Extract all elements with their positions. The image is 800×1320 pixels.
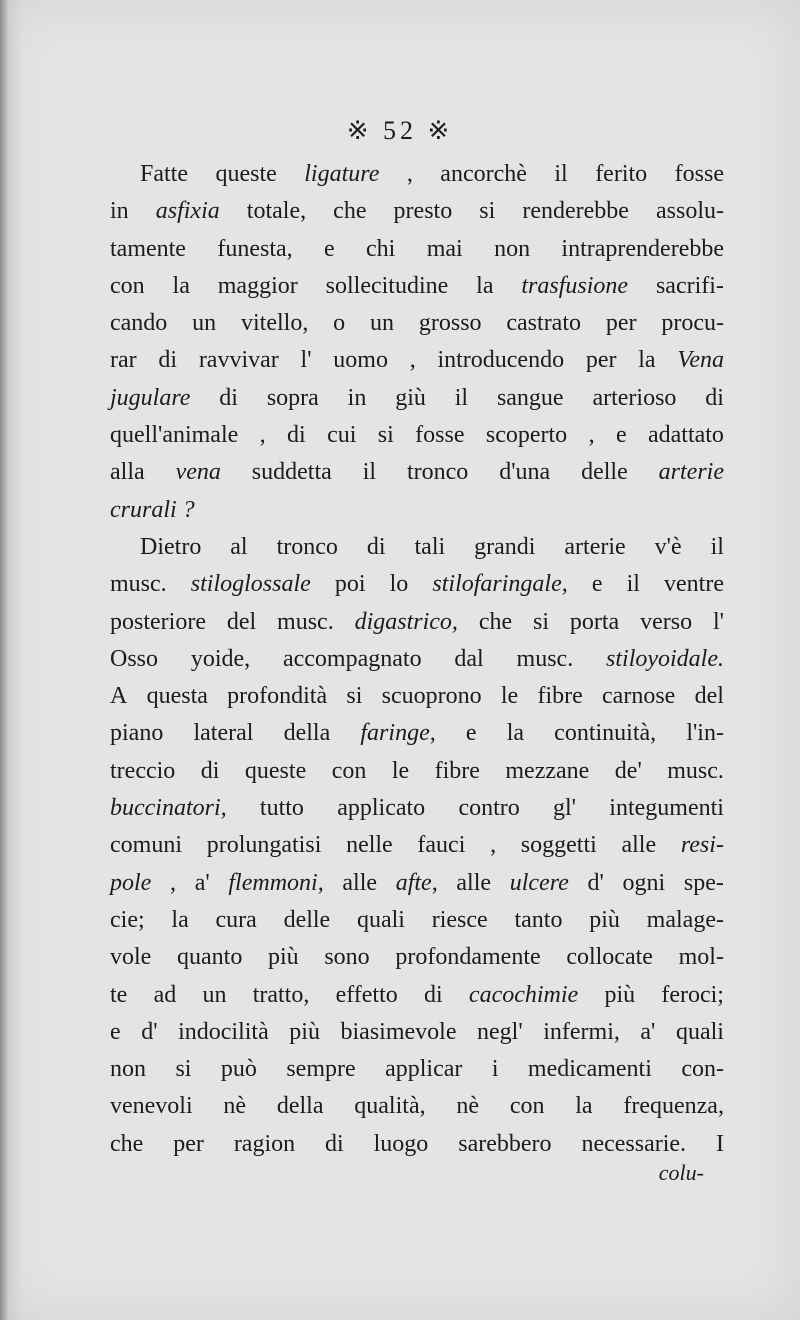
word: il [626, 571, 640, 598]
word: sangue [496, 384, 564, 411]
text-line [110, 305, 724, 342]
word: introducendo [437, 347, 565, 374]
word: al [230, 533, 248, 560]
word: ogni [622, 869, 666, 896]
word: lo [389, 571, 409, 598]
text-line [110, 790, 724, 827]
word: soggetti [520, 832, 597, 859]
word: si [377, 422, 394, 449]
text-line [110, 1088, 724, 1125]
italic-word [304, 156, 379, 193]
word: il [362, 459, 377, 486]
word: l' [712, 608, 724, 635]
word: contro [458, 795, 520, 822]
word: tamente [110, 235, 186, 262]
word: non [494, 235, 531, 262]
word: si [346, 683, 363, 710]
catchword: colu- [658, 1160, 704, 1185]
word: sempre [286, 1056, 356, 1083]
word: la [172, 272, 190, 299]
text-line [110, 641, 724, 678]
word: può [220, 1056, 257, 1083]
word: della [276, 1093, 324, 1120]
word: quali [675, 1018, 724, 1045]
word: più [604, 981, 636, 1008]
word: nè [456, 1093, 480, 1120]
word: d'una [499, 459, 551, 486]
italic-text: faringe, [360, 720, 436, 747]
italic-text: cacochimie [468, 981, 579, 1008]
italic-text: buccinatori, [110, 795, 227, 822]
word: di [705, 384, 724, 411]
word: tutto [259, 795, 304, 822]
word: d' [587, 869, 604, 896]
word: , [170, 869, 177, 896]
word: medicamenti [527, 1056, 652, 1083]
text-line [110, 604, 724, 641]
word: ventre [664, 571, 724, 598]
word: che [110, 1130, 144, 1157]
italic-word [521, 268, 628, 305]
italic-text: ligature [304, 161, 380, 187]
word: uomo [333, 347, 388, 374]
text-line [110, 827, 724, 864]
word: prolungatisi [206, 832, 322, 859]
word: nelle [346, 832, 393, 859]
word: fibre [434, 757, 480, 784]
word: ravvivar [198, 347, 279, 374]
word: sono [324, 944, 370, 971]
italic-text: flemmoni, [228, 869, 324, 896]
word: mai [426, 235, 463, 262]
text-line [110, 753, 724, 790]
word: quali [356, 906, 405, 933]
word: più [589, 906, 620, 933]
word: di [424, 981, 443, 1008]
word: procu- [661, 310, 724, 337]
word: rar [110, 347, 137, 374]
word: frequenza, [623, 1093, 724, 1120]
word: di [325, 1130, 344, 1157]
italic-text: crurali ? [110, 496, 195, 523]
word: quanto [177, 944, 243, 971]
word: gl' [553, 795, 577, 822]
word: il [554, 161, 568, 187]
word: accompagnato [282, 645, 422, 672]
word: fosse [674, 161, 724, 187]
word: ragion [233, 1130, 296, 1157]
text-line [110, 417, 724, 454]
word: alle [456, 869, 492, 896]
italic-text: stiloglossale [190, 571, 311, 598]
word: e [110, 1018, 121, 1045]
word: feroci; [661, 981, 724, 1008]
word: comuni [110, 832, 182, 859]
text-line [110, 902, 724, 939]
word: la [575, 1093, 593, 1120]
word: a' [194, 869, 210, 896]
word: qualità, [354, 1093, 426, 1120]
text-line [110, 231, 724, 268]
text-line [110, 342, 724, 379]
text-line [110, 380, 724, 417]
word: , [406, 161, 413, 187]
italic-text: trasfusione [521, 272, 629, 299]
word: tronco [406, 459, 469, 486]
word: della [283, 720, 331, 747]
word: negl' [477, 1018, 523, 1045]
italic-text: resi- [680, 832, 724, 859]
word: mezzane [505, 757, 590, 784]
word: grandi [474, 533, 536, 560]
word: assolu- [656, 198, 724, 225]
italic-word [606, 641, 724, 678]
word: di [366, 533, 386, 560]
word: funesta, [217, 235, 293, 262]
word: lateral [193, 720, 254, 747]
text-line [110, 977, 724, 1014]
word: per [605, 310, 637, 337]
word: te [110, 981, 128, 1008]
text-line [110, 715, 724, 752]
word: e [615, 422, 627, 449]
word: i [491, 1056, 499, 1083]
italic-text: Vena [677, 347, 724, 374]
word: tratto, [252, 981, 310, 1008]
word: si [175, 1056, 192, 1083]
text-line [110, 566, 724, 603]
word: delle [581, 459, 628, 486]
word: il [454, 384, 469, 411]
page-header: ※ 52 ※ [346, 116, 454, 145]
word: alla [110, 459, 145, 486]
word: si [479, 198, 496, 225]
word: vole [110, 944, 152, 971]
word: de' [614, 757, 642, 784]
word: , [259, 422, 266, 449]
word: di [219, 384, 238, 411]
word: un [370, 310, 395, 337]
word: arterioso [592, 384, 677, 411]
word: d' [141, 1018, 158, 1045]
word: continuità, [554, 720, 657, 747]
italic-text: asfixia [155, 198, 220, 225]
word: fibre [537, 683, 583, 710]
text-line [110, 1126, 724, 1163]
word: la [171, 906, 189, 933]
text-line [110, 454, 724, 491]
text-line [110, 492, 724, 529]
italic-text: afte, [395, 869, 438, 896]
word: del [694, 683, 724, 710]
word: sollecitudine [325, 272, 449, 299]
word: con [331, 757, 367, 784]
word: giù [395, 384, 426, 411]
italic-word [176, 454, 221, 491]
word: che [478, 608, 513, 635]
word: più [268, 944, 299, 971]
italic-word [510, 865, 569, 902]
word: musc. [667, 757, 724, 784]
word: grosso [418, 310, 482, 337]
word: applicar [385, 1056, 463, 1083]
word: ferito [595, 161, 648, 187]
word: quell'animale [110, 422, 239, 449]
word: cando [110, 310, 168, 337]
word: un [192, 310, 217, 337]
word: treccio [110, 757, 176, 784]
word: tali [414, 533, 446, 560]
body-text [110, 156, 724, 1163]
word: si [533, 608, 550, 635]
italic-word [659, 454, 724, 491]
word: con- [681, 1056, 724, 1083]
italic-word [110, 790, 227, 827]
italic-word [228, 865, 323, 902]
word: non [110, 1056, 146, 1083]
word: fauci [417, 832, 466, 859]
word: delle [283, 906, 331, 933]
italic-text: stiloyoidale. [606, 645, 724, 672]
italic-text: stilofaringale, [432, 571, 568, 598]
word: tronco [276, 533, 338, 560]
word: musc. [110, 571, 167, 598]
word: e [591, 571, 603, 598]
word: I [715, 1130, 724, 1157]
word: venevoli [110, 1093, 193, 1120]
word: poi [334, 571, 366, 598]
italic-word [191, 566, 311, 603]
word: verso [640, 608, 693, 635]
word: profondamente [395, 944, 541, 971]
word: l'in- [686, 720, 724, 747]
word: cie; [110, 906, 145, 933]
word: intraprenderebbe [561, 235, 724, 262]
italic-word [677, 342, 724, 379]
word: ad [153, 981, 177, 1008]
text-line [110, 1051, 724, 1088]
word: cura [215, 906, 257, 933]
text-line [110, 193, 724, 230]
word: arterie [564, 533, 626, 560]
italic-word [432, 566, 567, 603]
word: queste [215, 161, 277, 187]
word: con [110, 272, 145, 299]
word: per [585, 347, 617, 374]
word: posteriore [110, 608, 206, 635]
word: musc. [277, 608, 334, 635]
word: più [289, 1018, 320, 1045]
word: Dietro [140, 533, 202, 560]
word: in [110, 198, 129, 225]
word: alle [621, 832, 657, 859]
page-gutter-shadow [0, 0, 22, 1320]
word: , [409, 347, 416, 374]
word: del [226, 608, 257, 635]
word: applicato [337, 795, 426, 822]
word: integumenti [609, 795, 724, 822]
word: biasimevole [340, 1018, 457, 1045]
word: renderebbe [522, 198, 629, 225]
word: scuoprono [381, 683, 482, 710]
word: spe- [683, 869, 724, 896]
word: , [588, 422, 595, 449]
word: per [173, 1130, 204, 1157]
word: di [287, 422, 306, 449]
word: indocilità [178, 1018, 269, 1045]
word: le [500, 683, 519, 710]
word: la [476, 272, 494, 299]
word: vitello, [241, 310, 309, 337]
word: queste [244, 757, 307, 784]
word: un [202, 981, 227, 1008]
word: castrato [506, 310, 581, 337]
word: riesce [431, 906, 488, 933]
word: l' [300, 347, 312, 374]
word: a' [640, 1018, 656, 1045]
word: yoide, [190, 645, 251, 672]
word: con [509, 1093, 545, 1120]
text-line [110, 529, 724, 566]
word: chi [366, 235, 396, 262]
italic-word [156, 193, 220, 230]
word: scoperto [485, 422, 568, 449]
text-line [110, 865, 724, 902]
word: A [110, 683, 128, 710]
word: tanto [514, 906, 563, 933]
word: presto [393, 198, 453, 225]
word: la [638, 347, 656, 374]
word: adattato [647, 422, 724, 449]
word: carnose [602, 683, 676, 710]
word: che [333, 198, 367, 225]
italic-text: arterie [658, 459, 724, 486]
text-line [110, 1014, 724, 1051]
word: e [324, 235, 335, 262]
word: Osso [110, 645, 159, 672]
text-line [110, 939, 724, 976]
word: malage- [646, 906, 724, 933]
word: sarebbero [458, 1130, 552, 1157]
word: mol- [678, 944, 724, 971]
word: alle [342, 869, 378, 896]
word: di [158, 347, 178, 374]
italic-word [110, 380, 190, 417]
word: infermi, [543, 1018, 620, 1045]
word: cui [327, 422, 357, 449]
word: suddetta [251, 459, 332, 486]
italic-word [110, 492, 195, 529]
word: di [200, 757, 220, 784]
word: sacrifi- [655, 272, 724, 299]
word: musc. [516, 645, 574, 672]
word: in [347, 384, 367, 411]
italic-word [469, 977, 578, 1014]
italic-word [110, 865, 151, 902]
word: la [506, 720, 525, 747]
italic-text: digastrico, [354, 608, 458, 635]
text-line [110, 156, 724, 193]
text-line [110, 678, 724, 715]
italic-word [355, 604, 458, 641]
word: ancorchè [440, 161, 527, 187]
word: dal [454, 645, 484, 672]
italic-word [396, 865, 438, 902]
italic-text: jugulare [110, 384, 191, 411]
word: questa [146, 683, 208, 710]
word: fosse [415, 422, 465, 449]
word: il [710, 533, 724, 560]
word: nè [223, 1093, 247, 1120]
word: e [465, 720, 477, 747]
word: maggior [217, 272, 298, 299]
word: profondità [227, 683, 328, 710]
word: , [490, 832, 497, 859]
word: Fatte [140, 161, 188, 187]
word: effetto [335, 981, 398, 1008]
word: collocate [566, 944, 653, 971]
word: piano [110, 720, 164, 747]
italic-text: vena [175, 459, 221, 486]
italic-word [681, 827, 724, 864]
word: o [333, 310, 346, 337]
word: sopra [266, 384, 319, 411]
italic-text: ulcere [509, 869, 569, 896]
word: luogo [373, 1130, 429, 1157]
italic-text: pole [110, 869, 152, 896]
word: necessarie. [581, 1130, 687, 1157]
word: v'è [654, 533, 682, 560]
word: porta [569, 608, 620, 635]
word: totale, [246, 198, 307, 225]
text-line [110, 268, 724, 305]
word: le [391, 757, 410, 784]
italic-word [360, 715, 435, 752]
